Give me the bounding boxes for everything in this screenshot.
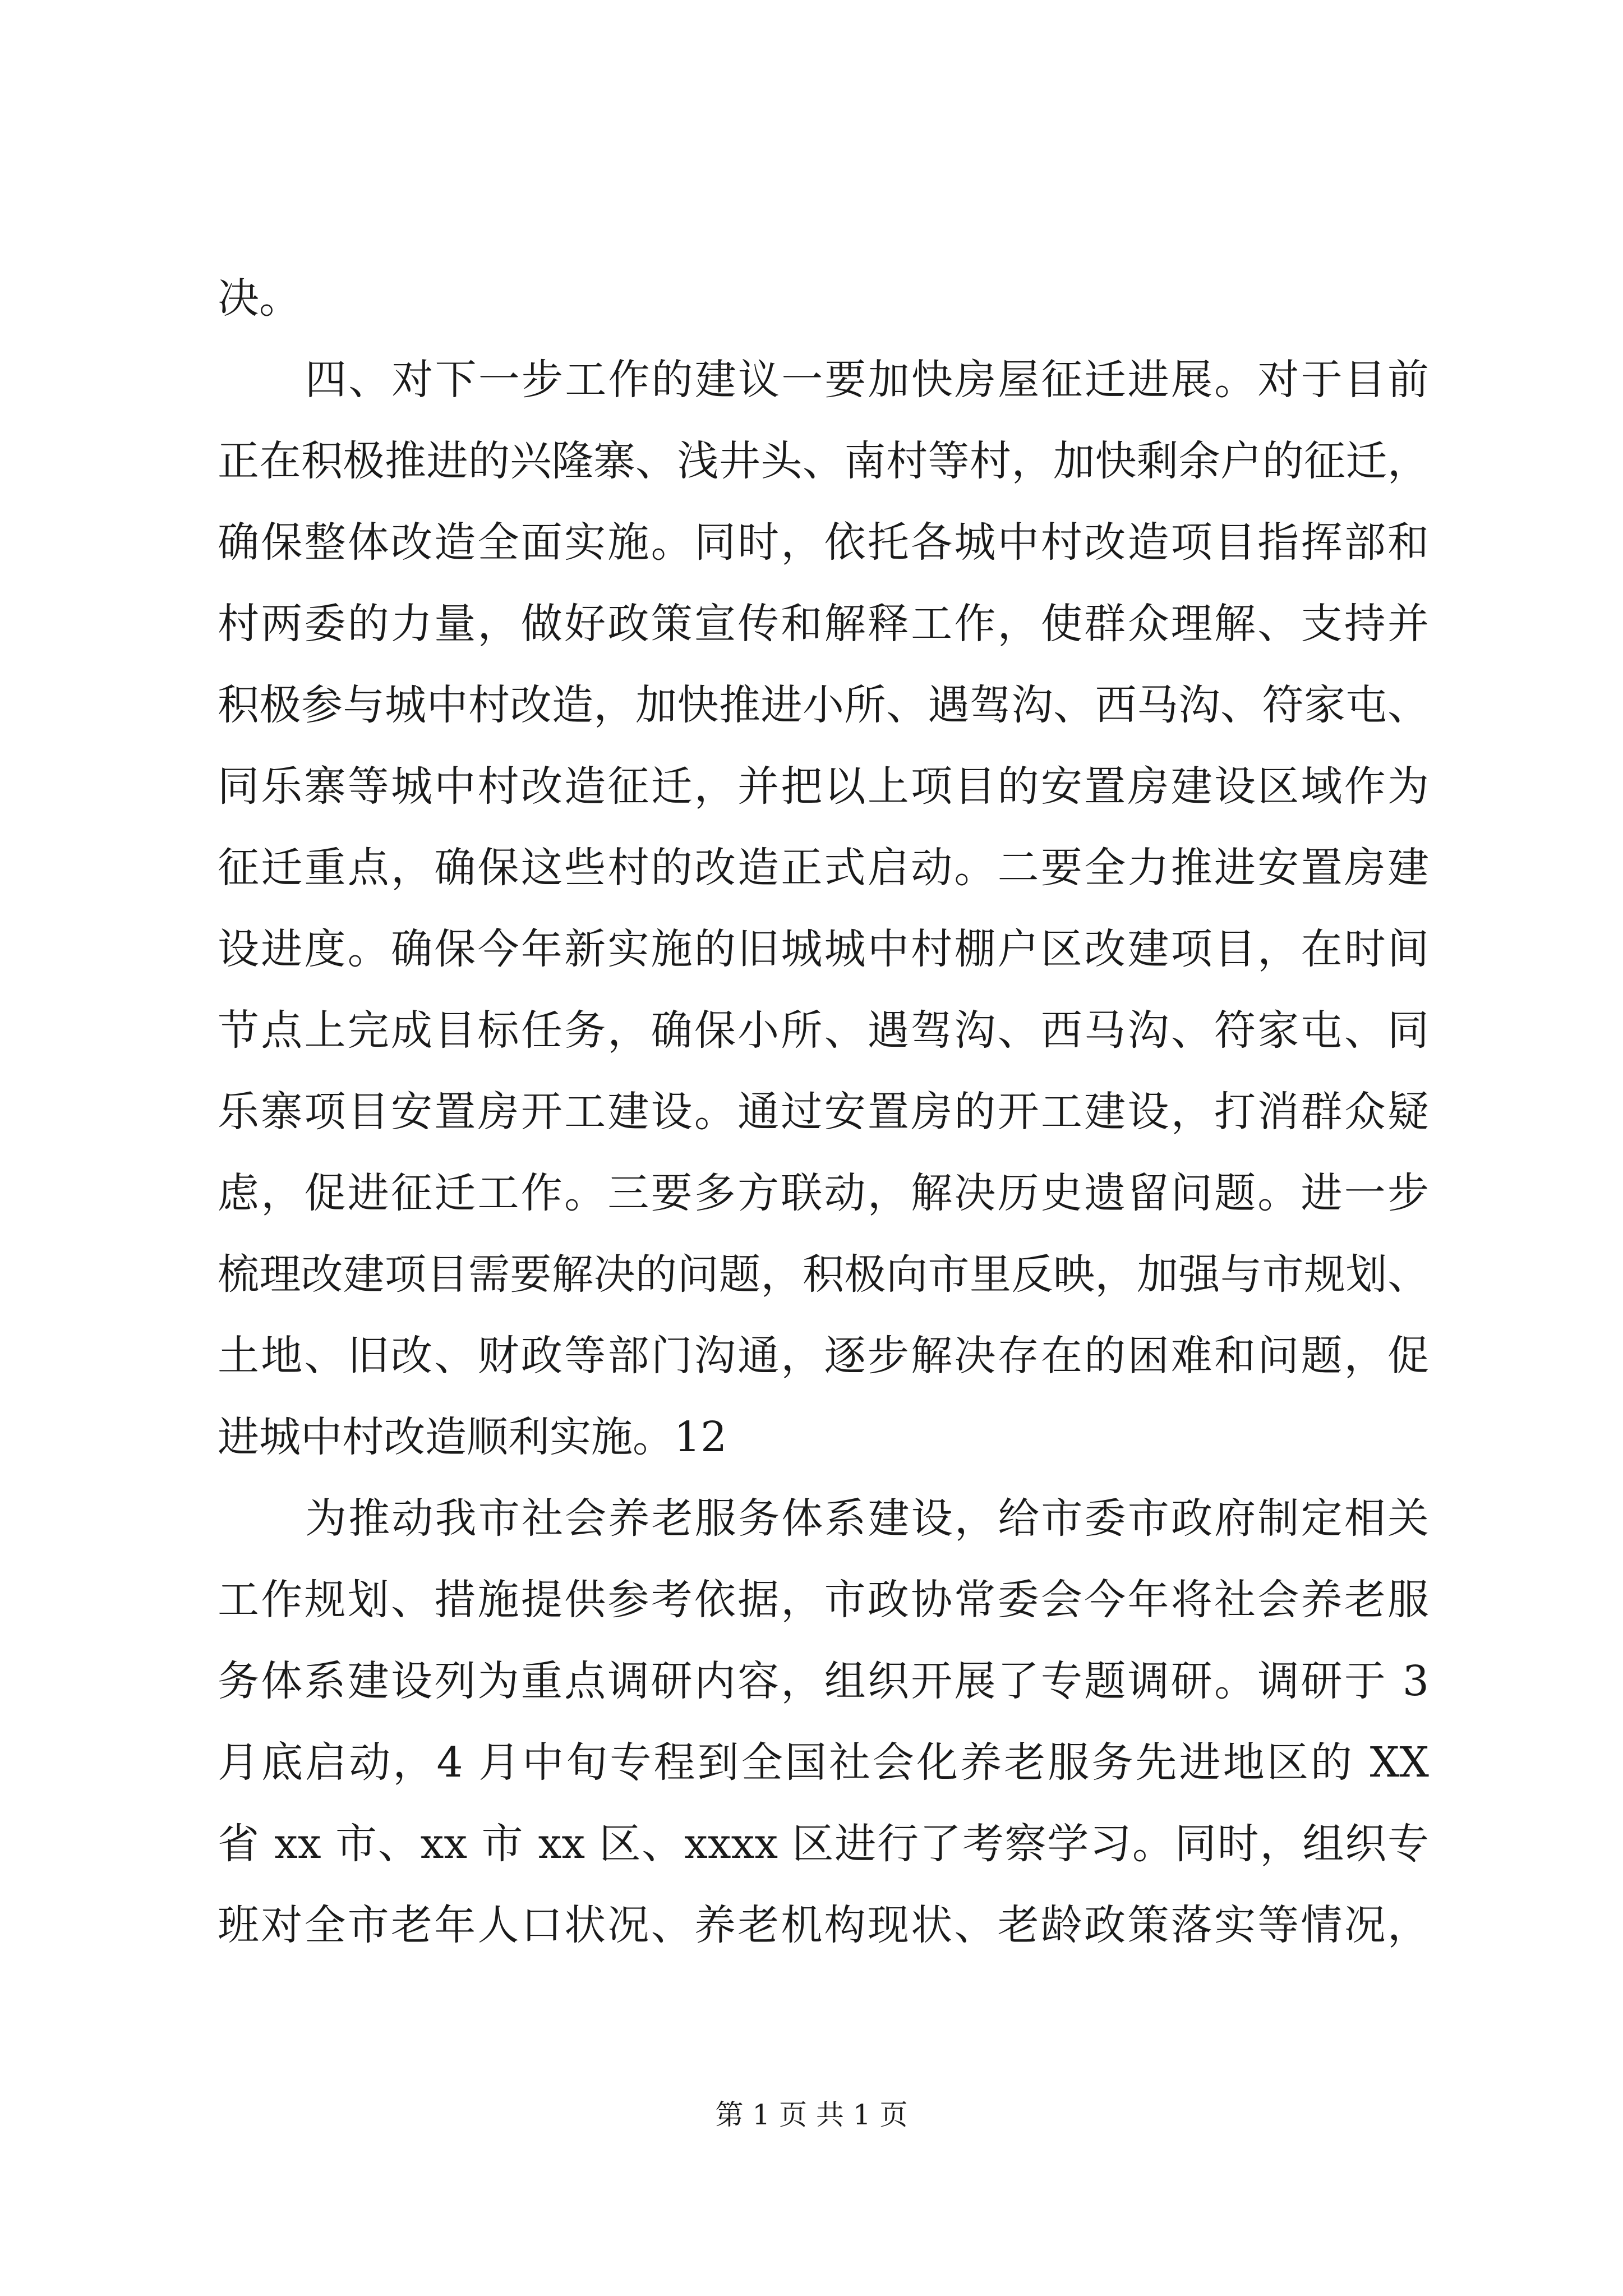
- text-line: 乐寨项目安置房开工建设。通过安置房的开工建设，打消群众疑: [218, 1088, 1429, 1136]
- text-line: 土地、旧改、财政等部门沟通，逐步解决存在的困难和问题，促: [218, 1332, 1429, 1380]
- text-line: 虑，促进征迁工作。三要多方联动，解决历史遗留问题。进一步: [218, 1169, 1429, 1217]
- text-line: 班对全市老年人口状况、养老机构现状、老龄政策落实等情况，: [218, 1901, 1429, 1949]
- text-line: 村两委的力量，做好政策宣传和解释工作，使群众理解、支持并: [218, 600, 1429, 648]
- text-line: 进城中村改造顺利实施。12: [218, 1413, 727, 1461]
- text-line: 积极参与城中村改造，加快推进小所、遇驾沟、西马沟、符家屯、: [218, 681, 1429, 729]
- text-line: 确保整体改造全面实施。同时，依托各城中村改造项目指挥部和: [218, 518, 1429, 567]
- paragraph-first-line: 为推动我市社会养老服务体系建设，给市委市政府制定相关: [305, 1494, 1429, 1543]
- text-line: 务体系建设列为重点调研内容，组织开展了专题调研。调研于 3: [218, 1657, 1429, 1705]
- text-line: 决。: [218, 274, 301, 323]
- text-line: 征迁重点，确保这些村的改造正式启动。二要全力推进安置房建: [218, 844, 1429, 892]
- text-line: 工作规划、措施提供参考依据，市政协常委会今年将社会养老服: [218, 1576, 1429, 1624]
- text-line: 省 xx 市、xx 市 xx 区、xxxx 区进行了考察学习。同时，组织专: [218, 1820, 1429, 1868]
- text-line: 节点上完成目标任务，确保小所、遇驾沟、西马沟、符家屯、同: [218, 1006, 1429, 1055]
- page-footer: [0, 2095, 1623, 2134]
- text-line: 月底启动，4 月中旬专程到全国社会化养老服务先进地区的 XX: [218, 1738, 1429, 1787]
- paragraph-first-line: 四、对下一步工作的建议一要加快房屋征迁进展。对于目前: [305, 356, 1429, 404]
- text-line: 设进度。确保今年新实施的旧城城中村棚户区改建项目，在时间: [218, 925, 1429, 973]
- document-body: [218, 258, 1429, 1966]
- text-line: 正在积极推进的兴隆寨、浅井头、南村等村，加快剩余户的征迁，: [218, 437, 1429, 485]
- page-number-label: 第 1 页 共 1 页: [715, 2099, 908, 2131]
- text-line: 梳理改建项目需要解决的问题，积极向市里反映，加强与市规划、: [218, 1250, 1429, 1299]
- text-line: 同乐寨等城中村改造征迁，并把以上项目的安置房建设区域作为: [218, 762, 1429, 811]
